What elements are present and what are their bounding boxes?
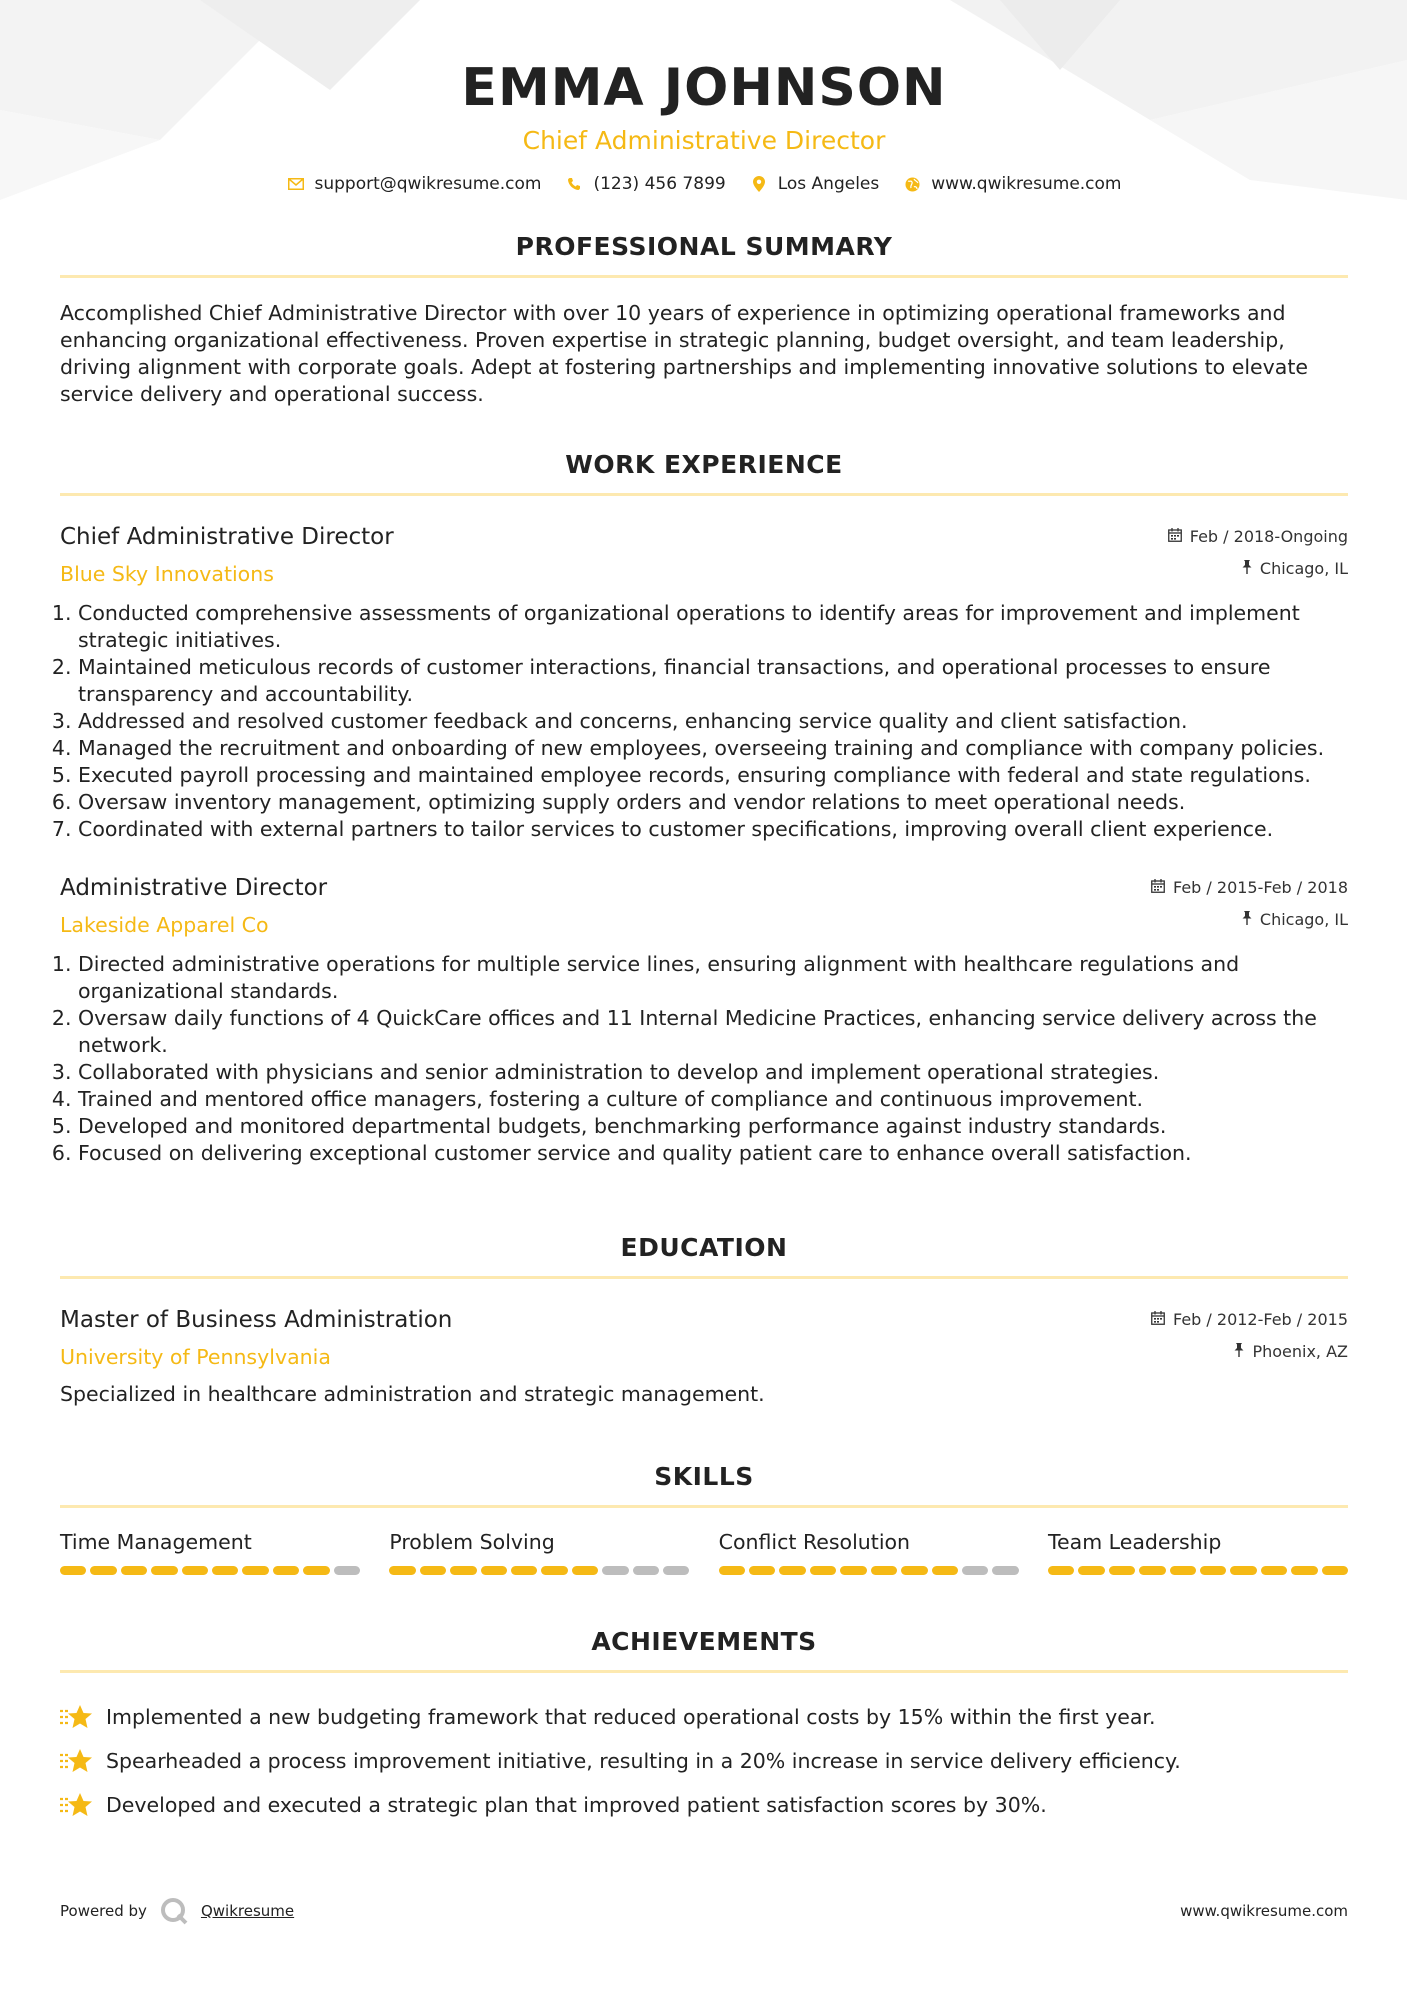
location-text: Los Angeles xyxy=(777,174,880,194)
achievements-section xyxy=(60,1627,1348,1827)
education-dates: Feb / 2012-Feb / 2015 xyxy=(1173,1309,1348,1329)
job-title: Chief Administrative Director xyxy=(60,524,394,550)
skill-dot-filled xyxy=(182,1566,208,1575)
skill-dot-filled xyxy=(242,1566,268,1575)
skill-dot-filled xyxy=(511,1566,537,1575)
achievement-text: Implemented a new budgeting framework that reduced operational costs by 15% within the first year. xyxy=(106,1705,1156,1729)
list-item: 3. Collaborated with physicians and senior administration to develop and implement operational strategies. xyxy=(78,1059,1348,1086)
job-bullets xyxy=(60,600,1348,843)
skill-dot-filled xyxy=(1261,1566,1287,1575)
skill-dot-filled xyxy=(1200,1566,1226,1575)
education-section xyxy=(60,1233,1348,1408)
skill-dot-filled xyxy=(420,1566,446,1575)
achievement-text: Spearheaded a process improvement initiative, resulting in a 20% increase in service delivery efficiency. xyxy=(106,1749,1181,1773)
skill-dot-filled xyxy=(749,1566,775,1575)
qwikresume-logo-icon xyxy=(159,1896,189,1926)
skill-dot-filled xyxy=(719,1566,745,1575)
envelope-icon xyxy=(287,175,305,193)
skill-rating xyxy=(719,1566,1019,1575)
skill-dot-filled xyxy=(901,1566,927,1575)
candidate-name: EMMA JOHNSON xyxy=(461,58,947,118)
skill-name: Problem Solving xyxy=(389,1530,555,1554)
skill-dot-filled xyxy=(481,1566,507,1575)
job-entry xyxy=(60,522,1348,843)
list-item: 4. Trained and mentored office managers, fostering a culture of compliance and continuous improvement. xyxy=(78,1086,1348,1113)
skill-dot-filled xyxy=(572,1566,598,1575)
skill-dot-filled xyxy=(1291,1566,1317,1575)
skill-dot-filled xyxy=(121,1566,147,1575)
contact-email[interactable] xyxy=(287,174,542,194)
achievement-item xyxy=(60,1695,1348,1739)
contact-website[interactable] xyxy=(903,174,1121,194)
brand-link[interactable]: Qwikresume xyxy=(200,1902,295,1920)
calendar-icon xyxy=(1151,1310,1165,1329)
skill-dot-filled xyxy=(541,1566,567,1575)
skill-dot-filled xyxy=(932,1566,958,1575)
skill-dot-empty xyxy=(992,1566,1018,1575)
skill-dot-filled xyxy=(212,1566,238,1575)
skill-dot-empty xyxy=(663,1566,689,1575)
summary-text: Accomplished Chief Administrative Director with over 10 years of experience in optimizing operational frameworks and enhancing organizational effectiveness. Proven expertise in strategic planning, budget oversight, and team leadership, driving alignment with corporate goals. Adept at fostering partnerships and implementing innovative solutions to elevate service delivery and operational success. xyxy=(60,301,1308,406)
pushpin-icon xyxy=(1242,910,1252,929)
skill-dot-filled xyxy=(151,1566,177,1575)
resume-page xyxy=(60,0,1348,1827)
skill-name: Conflict Resolution xyxy=(718,1530,911,1554)
job-company: Lakeside Apparel Co xyxy=(60,913,269,937)
page-footer xyxy=(60,1896,1348,1926)
list-item: 1. Conducted comprehensive assessments of organizational operations to identify areas for improvement and implement strategic initiatives. xyxy=(78,600,1348,654)
job-title: Administrative Director xyxy=(60,875,328,901)
skill-dot-filled xyxy=(389,1566,415,1575)
shooting-star-icon xyxy=(60,1703,92,1731)
skill-dot-filled xyxy=(810,1566,836,1575)
powered-by xyxy=(60,1896,294,1926)
job-company: Blue Sky Innovations xyxy=(60,562,274,586)
footer-website[interactable]: www.qwikresume.com xyxy=(1180,1902,1348,1920)
achievements-heading: ACHIEVEMENTS xyxy=(60,1627,1348,1673)
skill-dot-filled xyxy=(871,1566,897,1575)
shooting-star-icon xyxy=(60,1747,92,1775)
job-dates: Feb / 2015-Feb / 2018 xyxy=(1173,877,1348,897)
list-item: 4. Managed the recruitment and onboarding of new employees, overseeing training and compliance with company policies. xyxy=(78,735,1348,762)
skill-dot-empty xyxy=(962,1566,988,1575)
skill-rating xyxy=(1048,1566,1348,1575)
skills-section xyxy=(60,1462,1348,1575)
skill-item xyxy=(60,1528,360,1575)
resume-header xyxy=(60,0,1348,194)
skill-dot-empty xyxy=(334,1566,360,1575)
skill-rating xyxy=(389,1566,689,1575)
job-location: Chicago, IL xyxy=(1259,909,1348,929)
skill-dot-filled xyxy=(450,1566,476,1575)
skill-item xyxy=(389,1528,689,1575)
email-text: support@qwikresume.com xyxy=(314,174,542,194)
list-item: 3. Addressed and resolved customer feedback and concerns, enhancing service quality and client satisfaction. xyxy=(78,708,1348,735)
job-dates: Feb / 2018-Ongoing xyxy=(1189,526,1348,546)
job-meta xyxy=(1168,524,1348,580)
achievement-text: Developed and executed a strategic plan that improved patient satisfaction scores by 30%. xyxy=(106,1793,1047,1817)
skill-dot-filled xyxy=(840,1566,866,1575)
summary-heading: PROFESSIONAL SUMMARY xyxy=(60,232,1348,278)
globe-icon xyxy=(903,175,921,193)
education-heading: EDUCATION xyxy=(60,1233,1348,1279)
skill-item xyxy=(719,1528,1019,1575)
list-item: 2. Oversaw daily functions of 4 QuickCare offices and 11 Internal Medicine Practices, enhancing service delivery across the network. xyxy=(78,1005,1348,1059)
skill-dot-filled xyxy=(90,1566,116,1575)
school-name: University of Pennsylvania xyxy=(60,1345,331,1369)
skill-dot-empty xyxy=(633,1566,659,1575)
list-item: 2. Maintained meticulous records of customer interactions, financial transactions, and operational processes to ensure transparency and accountability. xyxy=(78,654,1348,708)
skill-name: Team Leadership xyxy=(1047,1530,1222,1554)
pushpin-icon xyxy=(1234,1342,1244,1361)
skills-list xyxy=(60,1528,1348,1575)
degree-title: Master of Business Administration xyxy=(60,1307,453,1333)
list-item: 5. Executed payroll processing and maintained employee records, ensuring compliance with federal and state regulations. xyxy=(78,762,1348,789)
powered-by-label: Powered by xyxy=(60,1902,147,1920)
shooting-star-icon xyxy=(60,1791,92,1819)
list-item: 5. Developed and monitored departmental budgets, benchmarking performance against industry standards. xyxy=(78,1113,1348,1140)
skills-heading: SKILLS xyxy=(60,1462,1348,1508)
skill-dot-filled xyxy=(1322,1566,1348,1575)
summary-section xyxy=(60,232,1348,408)
skill-dot-filled xyxy=(1170,1566,1196,1575)
skill-rating xyxy=(60,1566,360,1575)
achievement-item xyxy=(60,1783,1348,1827)
skill-dot-filled xyxy=(1230,1566,1256,1575)
job-location: Chicago, IL xyxy=(1259,558,1348,578)
map-pin-icon xyxy=(750,175,768,193)
skill-dot-filled xyxy=(779,1566,805,1575)
skill-dot-filled xyxy=(303,1566,329,1575)
list-item: 7. Coordinated with external partners to tailor services to customer specifications, improving overall client experience. xyxy=(78,816,1348,843)
website-text: www.qwikresume.com xyxy=(931,174,1122,194)
achievement-item xyxy=(60,1739,1348,1783)
achievements-list xyxy=(60,1695,1348,1827)
list-item: 1. Directed administrative operations for multiple service lines, ensuring alignment with healthcare regulations and organizational standards. xyxy=(78,951,1348,1005)
job-bullets xyxy=(60,951,1348,1167)
education-location: Phoenix, AZ xyxy=(1252,1341,1348,1361)
candidate-role: Chief Administrative Director xyxy=(522,126,886,155)
contact-location xyxy=(750,174,880,194)
skill-item xyxy=(1048,1528,1348,1575)
skill-dot-filled xyxy=(1078,1566,1104,1575)
skill-dot-filled xyxy=(273,1566,299,1575)
calendar-icon xyxy=(1168,527,1182,546)
list-item: 6. Focused on delivering exceptional customer service and quality patient care to enhance overall satisfaction. xyxy=(78,1140,1348,1167)
list-item: 6. Oversaw inventory management, optimizing supply orders and vendor relations to meet operational needs. xyxy=(78,789,1348,816)
job-entry xyxy=(60,873,1348,1167)
skill-dot-filled xyxy=(60,1566,86,1575)
contact-bar xyxy=(60,174,1348,194)
work-heading: WORK EXPERIENCE xyxy=(60,450,1348,496)
skill-dot-filled xyxy=(1109,1566,1135,1575)
skill-dot-filled xyxy=(1139,1566,1165,1575)
education-description: Specialized in healthcare administration and strategic management. xyxy=(60,1382,765,1406)
skill-dot-empty xyxy=(602,1566,628,1575)
phone-icon xyxy=(565,175,583,193)
contact-phone[interactable] xyxy=(565,174,725,194)
skill-dot-filled xyxy=(1048,1566,1074,1575)
education-entry xyxy=(60,1305,1348,1408)
pushpin-icon xyxy=(1242,559,1252,578)
work-section xyxy=(60,450,1348,1167)
education-meta xyxy=(1151,1307,1348,1363)
phone-text: (123) 456 7899 xyxy=(593,174,726,194)
calendar-icon xyxy=(1151,878,1165,897)
job-meta xyxy=(1151,875,1348,931)
skill-name: Time Management xyxy=(60,1530,252,1554)
